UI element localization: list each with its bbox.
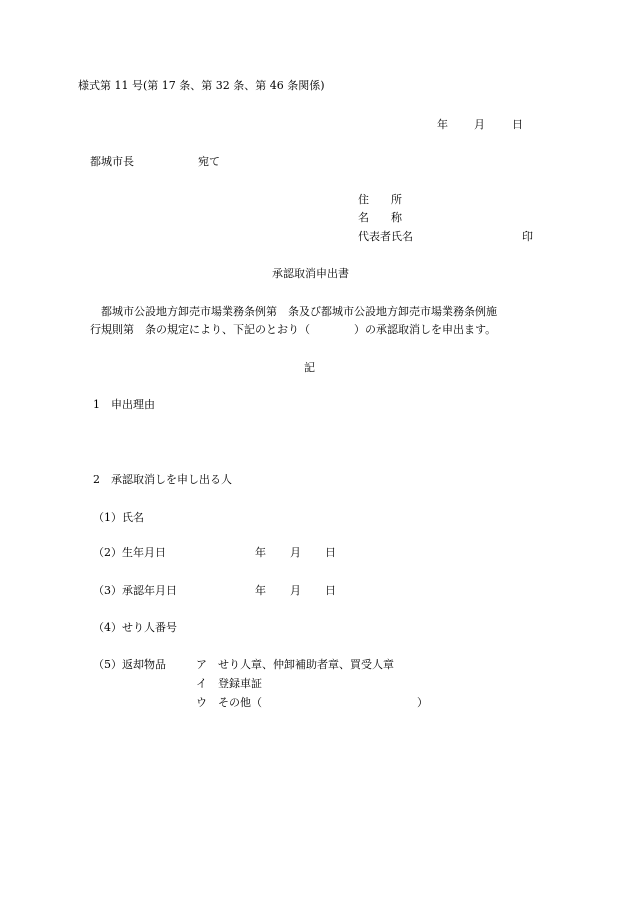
body-line-1: 都城市公設地方卸売市場業務条例第 条及び都城市公設地方卸売市場業務条例施: [101, 305, 497, 318]
applicant-representative-label: 代表者氏名: [358, 230, 413, 243]
approval-label: （3）承認年月日: [93, 584, 177, 597]
approval-month: 月: [290, 584, 301, 597]
ki-heading: 記: [304, 361, 315, 374]
applicant-address-label: 住 所: [358, 193, 402, 206]
birth-month: 月: [290, 546, 301, 559]
date-month: 月: [474, 118, 485, 131]
page-title: 承認取消申出書: [272, 267, 349, 280]
applicant-name-label: 名 称: [358, 211, 402, 224]
name-label: （1）氏名: [93, 511, 144, 524]
section1-heading: 1 申出理由: [93, 398, 155, 411]
approval-day: 日: [325, 584, 336, 597]
date-day: 日: [512, 118, 523, 131]
section2-heading: 2 承認取消しを申し出る人: [93, 473, 232, 486]
birth-label: （2）生年月日: [93, 546, 166, 559]
birth-day: 日: [325, 546, 336, 559]
return-close-paren: ）: [417, 696, 428, 709]
return-item-a: ア せり人章、仲卸補助者章、買受人章: [196, 658, 394, 671]
addressee-suffix: 宛て: [198, 155, 220, 168]
approval-year: 年: [255, 584, 266, 597]
form-number: 様式第 11 号(第 17 条、第 32 条、第 46 条関係): [78, 79, 325, 92]
return-item-u: ウ その他（: [196, 696, 262, 709]
return-label: （5）返却物品: [93, 658, 166, 671]
body-line-2: 行規則第 条の規定により、下記のとおり（ ）の承認取消しを申出ます。: [90, 323, 497, 336]
date-year: 年: [437, 118, 448, 131]
birth-year: 年: [255, 546, 266, 559]
number-label: （4）せり人番号: [93, 621, 177, 634]
addressee-name: 都城市長: [90, 155, 134, 168]
seal-mark: 印: [522, 230, 533, 243]
return-item-i: イ 登録車証: [196, 677, 262, 690]
